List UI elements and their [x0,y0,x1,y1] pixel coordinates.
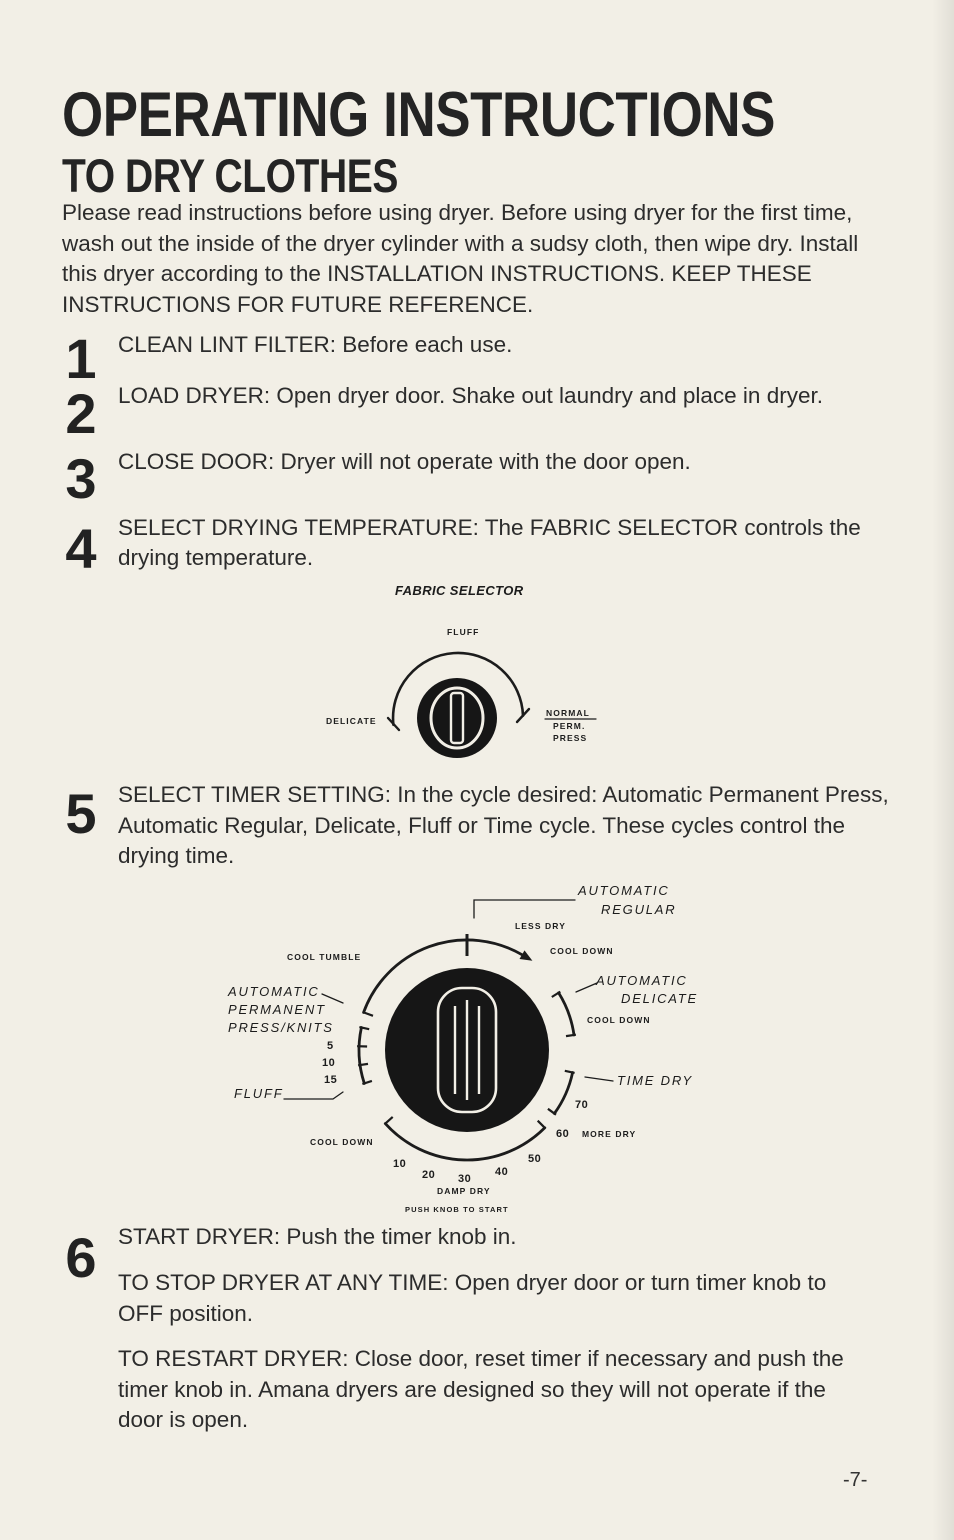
timer-label-time-dry: TIME DRY [617,1073,694,1088]
step-line: Automatic Regular, Delicate, Fluff or Time cycle. These cycles control the [118,812,845,838]
intro-paragraph [62,198,858,320]
regular-bracket-line [474,900,575,918]
step-number-5: 5 [65,782,97,845]
stop-line: TO STOP DRYER AT ANY TIME: Open dryer door or turn timer knob to [118,1270,827,1295]
step-2-text [118,381,823,412]
stop-line: OFF position. [118,1300,254,1326]
intro-line: wash out the inside of the dryer cylinder with a sudsy cloth, then wipe dry. Install [62,230,859,256]
step-6-text [118,1222,517,1253]
timer-label-cool-down-delicate: COOL DOWN [587,1015,651,1025]
restart-dryer-paragraph [118,1344,844,1436]
timer-label-permanent-press-2: PERMANENT [228,1002,326,1017]
time-dry-leader-line [585,1077,613,1081]
time-dry-minute-70: 70 [575,1099,589,1111]
step-line: SELECT TIMER SETTING: In the cycle desired: Automatic Permanent Press, [118,782,889,807]
fluff-leader-line [284,1092,343,1099]
fluff-minute-15: 15 [324,1074,338,1086]
timer-arc-delicate [559,993,574,1035]
stop-dryer-paragraph [118,1268,826,1329]
fabric-setting-normal: NORMAL [546,708,590,718]
fabric-setting-perm: PERM. [553,721,586,731]
fabric-setting-fluff: FLUFF [447,627,480,637]
page-edge-shadow [932,0,954,1540]
step-line: CLOSE DOOR: Dryer will not operate with the door open. [118,449,691,474]
timer-label-push-to-start: PUSH KNOB TO START [405,1205,509,1214]
timer-arc-fluff [359,1028,364,1084]
tick-mark [385,1117,392,1124]
fluff-minute-10: 10 [322,1057,336,1069]
step-number-2: 2 [65,382,97,445]
time-dry-minute-30: 30 [458,1173,472,1185]
step-number-3: 3 [65,447,97,510]
fabric-setting-delicate: DELICATE [326,716,377,726]
intro-line: Please read instructions before using dryer. Before using dryer for the first time, [62,200,853,225]
timer-label-automatic-regular-2: REGULAR [601,902,677,917]
time-dry-minute-20: 20 [422,1169,436,1181]
tick-mark [566,1035,576,1036]
step-1-text [118,330,512,361]
section-title: TO DRY CLOTHES [62,149,398,202]
step-4-text [118,513,861,573]
page-title: OPERATING INSTRUCTIONS [62,80,776,150]
timer-label-cool-down-time-dry: COOL DOWN [310,1137,374,1147]
step-line: CLEAN LINT FILTER: Before each use. [118,332,513,357]
tick-mark [364,1012,373,1015]
fabric-selector-title: FABRIC SELECTOR [395,583,524,598]
restart-line: door is open. [118,1407,249,1432]
timer-label-cool-tumble: COOL TUMBLE [287,952,362,962]
timer-label-automatic-delicate-2: DELICATE [621,991,699,1006]
fabric-setting-press: PRESS [553,733,588,743]
timer-label-permanent-press-1: AUTOMATIC [228,984,320,999]
tick-mark [538,1121,545,1128]
time-dry-minute-40: 40 [495,1166,509,1178]
step-3-text [118,447,691,478]
timer-label-fluff: FLUFF [234,1086,284,1101]
timer-label-cool-down-regular: COOL DOWN [550,946,614,956]
step-line: START DRYER: Push the timer knob in. [118,1224,517,1249]
step-number-6: 6 [65,1226,97,1289]
timer-label-more-dry: MORE DRY [582,1129,637,1139]
timer-label-damp-dry: DAMP DRY [437,1186,491,1196]
step-number-1: 1 [65,327,97,390]
delicate-leader-line [576,983,597,992]
restart-line: TO RESTART DRYER: Close door, reset timer if necessary and push the [118,1346,844,1371]
step-line: drying temperature. [118,545,314,570]
step-line: SELECT DRYING TEMPERATURE: The FABRIC SELECTOR controls the [118,515,861,540]
restart-line: timer knob in. Amana dryers are designed so they will not operate if the [118,1376,826,1402]
timer-label-automatic-delicate-1: AUTOMATIC [596,973,688,988]
intro-line: INSTRUCTIONS FOR FUTURE REFERENCE. [62,291,534,317]
step-line: LOAD DRYER: Open dryer door. Shake out laundry and place in dryer. [118,383,823,408]
tick-mark [565,1071,575,1073]
timer-dial-diagram [215,875,710,1220]
time-dry-minute-10: 10 [393,1158,407,1170]
timer-label-permanent-press-3: PRESS/KNITS [228,1020,334,1035]
knob-grip-bar [451,693,463,743]
page-number: -7- [843,1469,868,1491]
step-number-4: 4 [65,517,97,580]
fabric-selector-diagram [300,575,620,765]
timer-arc-time-dry [554,1073,572,1114]
tick-mark [358,1064,368,1065]
step-line: drying time. [118,843,235,868]
step-5-text [118,780,889,872]
intro-line: this dryer according to the INSTALLATION INSTRUCTIONS. KEEP THESE [62,261,812,286]
fluff-minute-5: 5 [327,1040,334,1052]
timer-label-automatic-regular-1: AUTOMATIC [578,883,670,898]
time-dry-minute-50: 50 [528,1153,542,1165]
time-dry-minute-60: 60 [556,1128,570,1140]
timer-label-less-dry: LESS DRY [515,921,566,931]
